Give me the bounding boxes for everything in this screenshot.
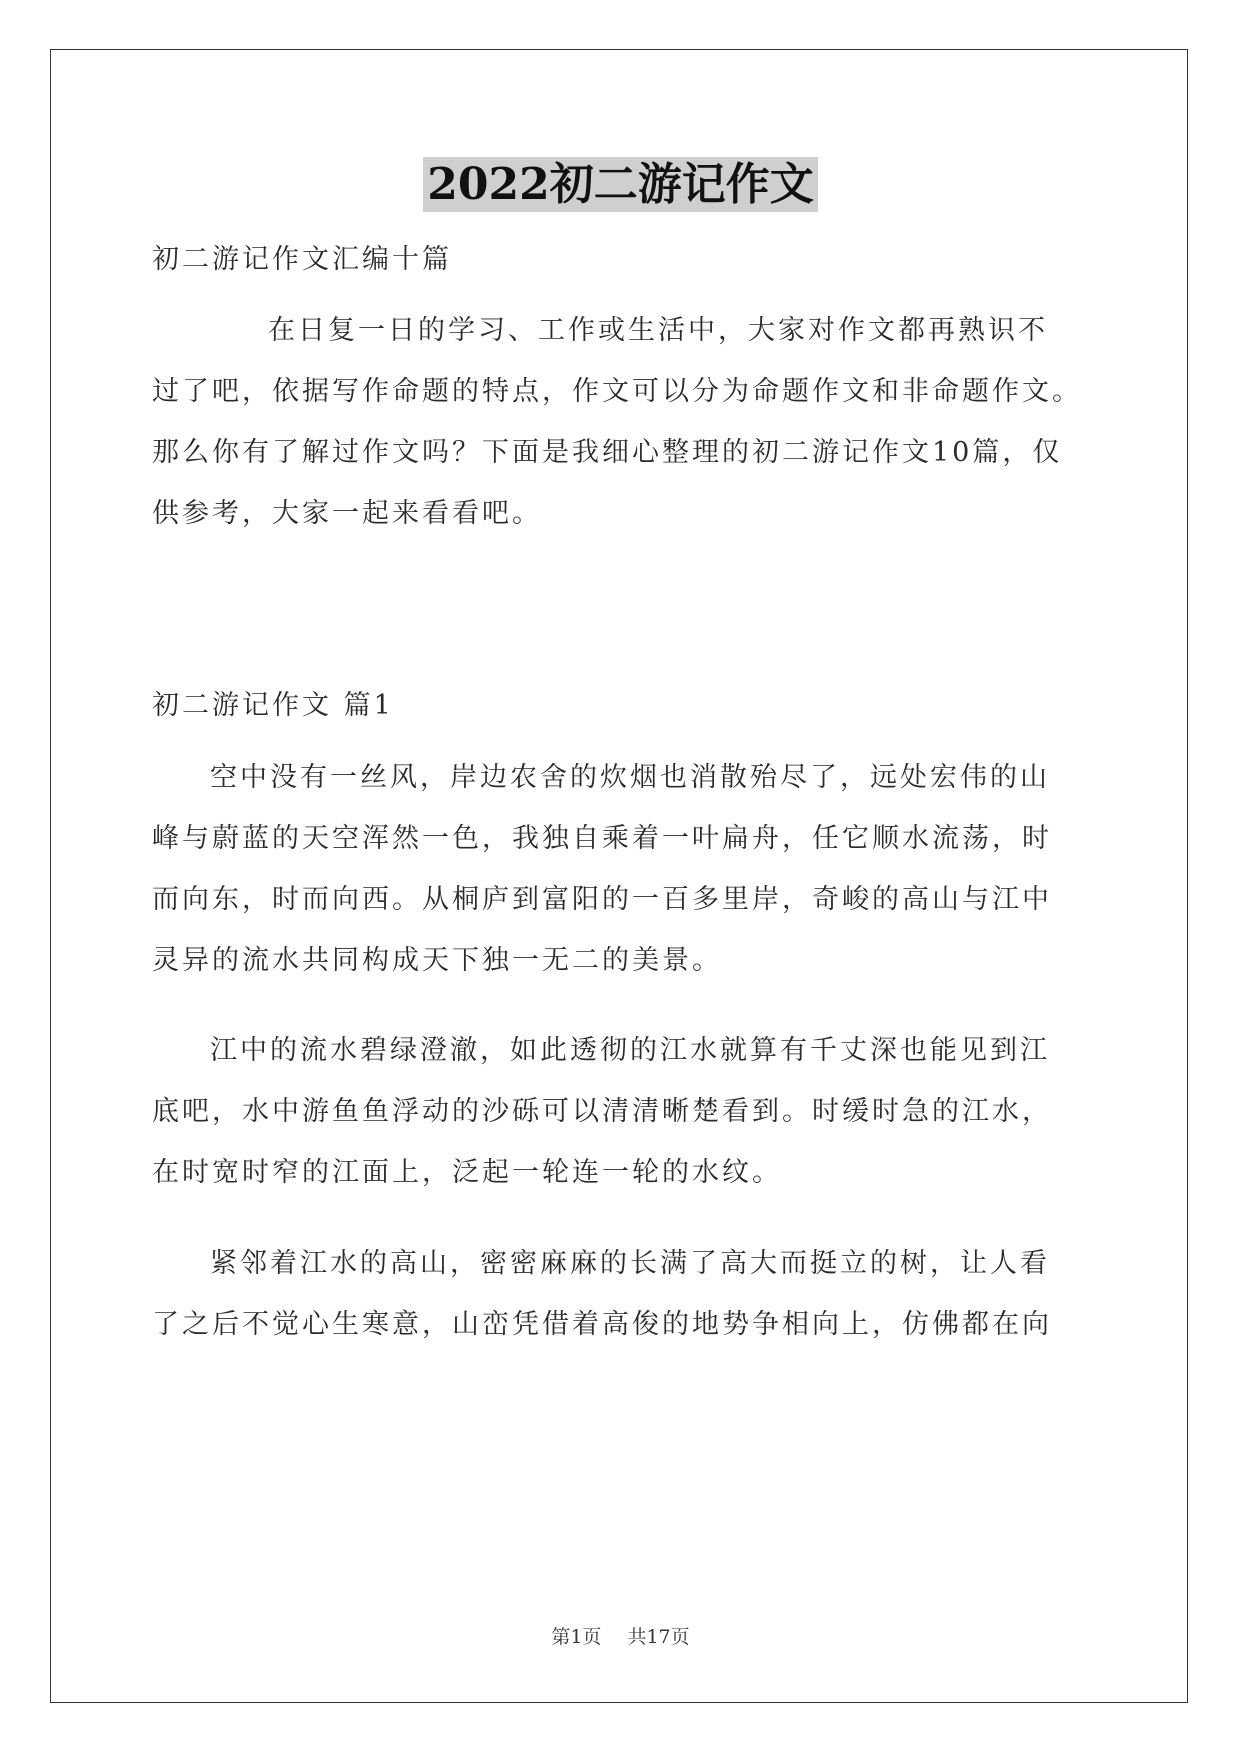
intro-line: 过了吧，依据写作命题的特点，作文可以分为命题作文和非命题作文。 [152,376,1082,407]
page-border [50,49,1188,1703]
intro-line: 供参考，大家一起来看看吧。 [152,498,542,529]
paragraph-line: 在时宽时窄的江面上，泛起一轮连一轮的水纹。 [152,1157,782,1188]
paragraph-line: 紧邻着江水的高山，密密麻麻的长满了高大而挺立的树，让人看 [210,1248,1050,1279]
page-footer [0,1622,1241,1649]
title-text: 2022初二游记作文 [423,157,817,212]
paragraph-line: 灵异的流水共同构成天下独一无二的美景。 [152,945,722,976]
paragraph-line: 底吧，水中游鱼鱼浮动的沙砾可以清清晰楚看到。时缓时急的江水， [152,1096,1052,1127]
paragraph-line: 了之后不觉心生寒意，山峦凭借着高俊的地势争相向上，仿佛都在向 [152,1309,1052,1340]
paragraph-line: 而向东，时而向西。从桐庐到富阳的一百多里岸，奇峻的高山与江中 [152,884,1052,915]
section-heading: 初二游记作文 篇1 [152,690,394,721]
document-title [0,155,1241,215]
paragraph-line: 空中没有一丝风，岸边农舍的炊烟也消散殆尽了，远处宏伟的山 [210,762,1050,793]
page-number: 第1页 [551,1626,602,1648]
document-subtitle: 初二游记作文汇编十篇 [152,244,452,275]
page-total: 共17页 [627,1626,690,1648]
paragraph-line: 峰与蔚蓝的天空浑然一色，我独自乘着一叶扁舟，任它顺水流荡，时 [152,823,1052,854]
intro-line: 在日复一日的学习、工作或生活中，大家对作文都再熟识不 [268,315,1048,346]
intro-line: 那么你有了解过作文吗？下面是我细心整理的初二游记作文10篇，仅 [152,437,1063,468]
paragraph-line: 江中的流水碧绿澄澈，如此透彻的江水就算有千丈深也能见到江 [210,1035,1050,1066]
